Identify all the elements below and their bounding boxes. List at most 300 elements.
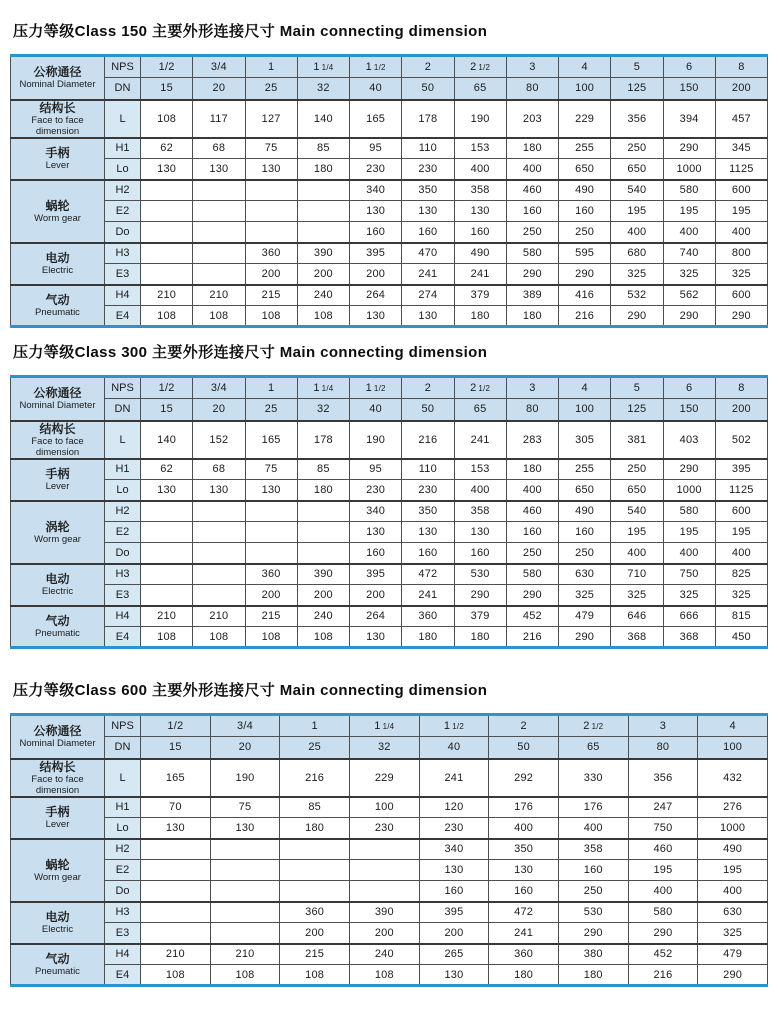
dim-value-cell: 400 [489, 818, 559, 839]
table-row [11, 264, 768, 285]
dim-value-cell: 241 [402, 585, 454, 606]
group-label-zh: 手柄 [45, 146, 70, 160]
dim-value-cell: 368 [663, 627, 715, 648]
dn-value-cell: 20 [193, 78, 245, 100]
dn-value-cell: 65 [454, 78, 506, 100]
dim-value-cell: 178 [402, 100, 454, 138]
dim-value-cell: 140 [297, 100, 349, 138]
row-group-label [11, 501, 105, 564]
dim-value-cell: 130 [419, 965, 489, 986]
nps-key-cell: NPS [105, 715, 141, 737]
row-key-cell: H4 [105, 285, 141, 306]
dn-value-cell: 200 [715, 78, 767, 100]
dim-value-cell: 290 [558, 923, 628, 944]
dim-value-cell: 195 [698, 860, 768, 881]
nominal-diameter-label-zh: 公称通径 [33, 65, 82, 80]
table-row [11, 501, 768, 522]
dim-value-cell: 160 [350, 543, 402, 564]
row-key-cell: L [105, 421, 141, 459]
nominal-diameter-label [11, 377, 105, 421]
dim-value-cell: 360 [489, 944, 559, 965]
dim-value-cell: 400 [454, 480, 506, 501]
dim-value-cell: 130 [489, 860, 559, 881]
group-label-en: Electric [41, 586, 74, 597]
dim-value-cell: 350 [402, 501, 454, 522]
dim-value-cell: 130 [245, 159, 297, 180]
dim-value-cell: 580 [663, 501, 715, 522]
table-row [11, 881, 768, 902]
dim-value-cell [245, 501, 297, 522]
row-key-cell: Lo [105, 159, 141, 180]
table-row [11, 944, 768, 965]
table-row [11, 100, 768, 138]
nominal-diameter-label-en: Nominal Diameter [19, 79, 96, 91]
dn-value-cell: 40 [419, 737, 489, 759]
dim-value-cell: 390 [297, 564, 349, 585]
dn-key-cell: DN [105, 737, 141, 759]
dim-value-cell [297, 180, 349, 201]
dim-value-cell: 325 [663, 585, 715, 606]
dn-value-cell: 80 [506, 399, 558, 421]
row-key-cell: L [105, 100, 141, 138]
dim-value-cell: 160 [559, 522, 611, 543]
dim-value-cell: 190 [454, 100, 506, 138]
dim-value-cell [141, 881, 211, 902]
dn-value-cell: 100 [559, 399, 611, 421]
dim-value-cell: 1000 [698, 818, 768, 839]
dim-value-cell: 630 [698, 902, 768, 923]
row-group-label [11, 606, 105, 648]
nps-value-cell: 6 [663, 377, 715, 399]
row-group-label [11, 180, 105, 243]
dn-value-cell: 15 [141, 78, 193, 100]
nps-value-cell: 1 1/2 [419, 715, 489, 737]
dim-value-cell: 95 [350, 138, 402, 159]
table-row [11, 159, 768, 180]
dim-value-cell: 180 [454, 627, 506, 648]
group-label-zh: 结构长 [39, 759, 76, 774]
dim-value-cell: 180 [506, 459, 558, 480]
dim-value-cell: 292 [489, 759, 559, 797]
dim-value-cell: 180 [489, 965, 559, 986]
group-label-zh: 蜗轮 [45, 857, 70, 872]
row-key-cell: H1 [105, 797, 141, 818]
dim-value-cell: 176 [558, 797, 628, 818]
dim-value-cell: 200 [350, 264, 402, 285]
dim-value-cell: 75 [245, 459, 297, 480]
dim-value-cell [193, 201, 245, 222]
row-group-label [11, 459, 105, 501]
dim-value-cell: 325 [698, 923, 768, 944]
dim-value-cell: 472 [402, 564, 454, 585]
dim-value-cell: 130 [193, 480, 245, 501]
dim-value-cell: 180 [297, 480, 349, 501]
row-group-label [11, 797, 105, 839]
nps-value-cell: 1/2 [141, 377, 193, 399]
dim-value-cell: 450 [715, 627, 767, 648]
dim-value-cell: 210 [141, 944, 211, 965]
dim-value-cell: 130 [245, 480, 297, 501]
dim-value-cell [297, 222, 349, 243]
dim-value-cell: 130 [141, 159, 193, 180]
row-group-label [11, 138, 105, 180]
dim-value-cell: 400 [454, 159, 506, 180]
dim-value-cell: 255 [559, 138, 611, 159]
group-label-en: Pneumatic [35, 965, 80, 977]
dim-value-cell: 108 [141, 306, 193, 327]
table-row [11, 306, 768, 327]
dim-value-cell: 250 [506, 222, 558, 243]
nps-value-cell: 1 1/4 [297, 377, 349, 399]
pressure-class-section [10, 341, 768, 649]
dim-value-cell: 305 [559, 421, 611, 459]
dim-value-cell: 532 [611, 285, 663, 306]
dim-value-cell: 216 [506, 627, 558, 648]
nps-fraction: 1/4 [382, 722, 395, 731]
dim-value-cell: 274 [402, 285, 454, 306]
row-key-cell: H4 [105, 606, 141, 627]
nps-key-cell: NPS [105, 56, 141, 78]
row-group-label [11, 421, 105, 459]
dim-value-cell [193, 522, 245, 543]
nps-value-cell: 1/2 [141, 56, 193, 78]
dim-value-cell: 230 [402, 159, 454, 180]
dim-value-cell: 250 [611, 459, 663, 480]
dn-value-cell: 65 [558, 737, 628, 759]
dim-value-cell: 479 [559, 606, 611, 627]
dim-value-cell: 247 [628, 797, 698, 818]
table-row [11, 860, 768, 881]
nps-key-cell: NPS [105, 377, 141, 399]
dim-value-cell: 108 [141, 100, 193, 138]
dim-value-cell: 195 [628, 860, 698, 881]
dim-value-cell: 229 [349, 759, 419, 797]
pressure-class-section [10, 679, 768, 987]
dim-value-cell: 646 [611, 606, 663, 627]
dim-value-cell [280, 881, 350, 902]
group-label-zh: 电动 [45, 251, 70, 265]
dn-value-cell: 20 [193, 399, 245, 421]
nps-value-cell: 3 [506, 377, 558, 399]
dim-value-cell [193, 501, 245, 522]
dim-value-cell: 350 [489, 839, 559, 860]
dim-value-cell: 460 [628, 839, 698, 860]
nps-value-cell: 4 [698, 715, 768, 737]
dim-value-cell: 325 [715, 585, 767, 606]
dn-value-cell: 40 [350, 78, 402, 100]
nominal-diameter-label-en: Nominal Diameter [19, 400, 96, 412]
group-label-en: Face to face dimension [31, 435, 84, 458]
dim-value-cell: 290 [454, 585, 506, 606]
header-row-nps [11, 715, 768, 737]
dim-value-cell [210, 881, 280, 902]
dim-value-cell [349, 881, 419, 902]
dim-value-cell: 200 [349, 923, 419, 944]
dim-value-cell [245, 222, 297, 243]
dn-value-cell: 150 [663, 78, 715, 100]
nps-value-cell: 4 [559, 377, 611, 399]
group-label-zh: 蜗轮 [45, 198, 70, 213]
group-label-en: Face to face dimension [31, 773, 84, 796]
dim-value-cell: 457 [715, 100, 767, 138]
dim-value-cell: 290 [698, 965, 768, 986]
dim-value-cell: 360 [280, 902, 350, 923]
row-key-cell: H1 [105, 138, 141, 159]
dim-value-cell: 360 [245, 564, 297, 585]
dn-value-cell: 50 [402, 399, 454, 421]
dim-value-cell: 432 [698, 759, 768, 797]
dn-value-cell: 50 [489, 737, 559, 759]
dim-value-cell [210, 839, 280, 860]
dim-value-cell: 178 [297, 421, 349, 459]
dim-value-cell: 68 [193, 459, 245, 480]
header-row-nps [11, 56, 768, 78]
dim-value-cell: 160 [506, 201, 558, 222]
dim-value-cell: 108 [193, 306, 245, 327]
dim-value-cell: 130 [402, 306, 454, 327]
nps-value-cell: 6 [663, 56, 715, 78]
dim-value-cell: 379 [454, 606, 506, 627]
dn-value-cell: 100 [698, 737, 768, 759]
group-label-zh: 手柄 [45, 805, 70, 819]
dim-value-cell [245, 543, 297, 564]
dim-value-cell: 650 [559, 480, 611, 501]
row-group-label [11, 902, 105, 944]
dim-value-cell: 210 [141, 606, 193, 627]
dim-value-cell: 1000 [663, 480, 715, 501]
table-row [11, 421, 768, 459]
dim-value-cell: 110 [402, 138, 454, 159]
table-row [11, 627, 768, 648]
group-label-zh: 气动 [45, 613, 70, 628]
dim-value-cell: 400 [611, 222, 663, 243]
dim-value-cell: 75 [210, 797, 280, 818]
table-row [11, 585, 768, 606]
dim-value-cell: 400 [663, 222, 715, 243]
dim-value-cell: 160 [402, 222, 454, 243]
dim-value-cell [280, 860, 350, 881]
nps-value-cell: 8 [715, 377, 767, 399]
row-key-cell: H2 [105, 839, 141, 860]
group-label-zh: 结构长 [39, 100, 76, 115]
dim-value-cell: 290 [506, 585, 558, 606]
dim-value-cell: 283 [506, 421, 558, 459]
dim-value-cell: 381 [611, 421, 663, 459]
dim-value-cell [245, 180, 297, 201]
dim-value-cell: 600 [715, 285, 767, 306]
dim-value-cell: 265 [419, 944, 489, 965]
dim-value-cell [193, 264, 245, 285]
dim-value-cell: 85 [297, 138, 349, 159]
row-key-cell: E3 [105, 264, 141, 285]
dn-value-cell: 32 [297, 78, 349, 100]
dim-value-cell: 216 [280, 759, 350, 797]
dim-value-cell: 195 [715, 201, 767, 222]
row-key-cell: H4 [105, 944, 141, 965]
group-label-en: Face to face dimension [31, 114, 84, 137]
dim-value-cell: 580 [628, 902, 698, 923]
dim-value-cell: 200 [245, 264, 297, 285]
dim-value-cell [141, 923, 211, 944]
dim-value-cell: 215 [245, 285, 297, 306]
dim-value-cell: 290 [663, 138, 715, 159]
dim-value-cell: 130 [141, 480, 193, 501]
group-label-zh: 结构长 [39, 421, 76, 436]
dim-value-cell: 190 [210, 759, 280, 797]
dim-value-cell: 452 [628, 944, 698, 965]
dim-value-cell: 502 [715, 421, 767, 459]
dim-value-cell: 356 [611, 100, 663, 138]
dimension-table [10, 375, 768, 649]
dim-value-cell: 340 [419, 839, 489, 860]
dim-value-cell: 325 [715, 264, 767, 285]
dim-value-cell: 215 [280, 944, 350, 965]
nps-value-cell: 1 [245, 56, 297, 78]
dim-value-cell: 210 [141, 285, 193, 306]
section-title: 压力等级Class 150 主要外形连接尺寸 Main connecting dimension [13, 23, 488, 40]
row-key-cell: H3 [105, 564, 141, 585]
row-key-cell: Lo [105, 818, 141, 839]
nps-value-cell: 2 1/2 [558, 715, 628, 737]
dim-value-cell: 350 [402, 180, 454, 201]
row-group-label [11, 243, 105, 285]
dim-value-cell: 130 [350, 201, 402, 222]
dim-value-cell: 160 [489, 881, 559, 902]
dn-value-cell: 65 [454, 399, 506, 421]
table-row [11, 797, 768, 818]
dim-value-cell: 195 [715, 522, 767, 543]
dim-value-cell: 165 [141, 759, 211, 797]
dim-value-cell: 580 [506, 243, 558, 264]
dim-value-cell: 452 [506, 606, 558, 627]
dim-value-cell: 110 [402, 459, 454, 480]
dim-value-cell: 360 [245, 243, 297, 264]
dim-value-cell: 400 [715, 543, 767, 564]
row-group-label [11, 839, 105, 902]
nominal-diameter-label-zh: 公称通径 [33, 386, 82, 401]
dim-value-cell: 250 [558, 881, 628, 902]
dim-value-cell: 680 [611, 243, 663, 264]
row-group-label [11, 944, 105, 986]
dn-value-cell: 25 [280, 737, 350, 759]
dim-value-cell: 390 [297, 243, 349, 264]
nps-value-cell: 5 [611, 56, 663, 78]
table-row [11, 839, 768, 860]
dim-value-cell [210, 860, 280, 881]
dim-value-cell: 241 [454, 264, 506, 285]
group-label-en: Lever [45, 819, 70, 830]
dimension-table [10, 54, 768, 328]
dim-value-cell [141, 264, 193, 285]
table-row [11, 180, 768, 201]
nps-value-cell: 2 [402, 377, 454, 399]
dim-value-cell: 325 [663, 264, 715, 285]
nps-value-cell: 5 [611, 377, 663, 399]
dim-value-cell [349, 839, 419, 860]
dim-value-cell: 165 [245, 421, 297, 459]
group-label-zh: 电动 [45, 572, 70, 586]
table-row [11, 285, 768, 306]
dim-value-cell: 70 [141, 797, 211, 818]
dim-value-cell [193, 585, 245, 606]
dim-value-cell: 290 [559, 264, 611, 285]
dim-value-cell: 95 [350, 459, 402, 480]
dn-value-cell: 32 [297, 399, 349, 421]
dim-value-cell: 815 [715, 606, 767, 627]
dim-value-cell: 650 [559, 159, 611, 180]
dim-value-cell: 490 [454, 243, 506, 264]
dim-value-cell [297, 501, 349, 522]
table-row [11, 606, 768, 627]
dim-value-cell [141, 585, 193, 606]
dim-value-cell: 120 [419, 797, 489, 818]
nps-value-cell: 2 1/2 [454, 56, 506, 78]
dim-value-cell: 562 [663, 285, 715, 306]
dim-value-cell: 200 [419, 923, 489, 944]
dim-value-cell [141, 201, 193, 222]
group-label-en: Worm gear [34, 533, 81, 545]
nps-value-cell: 2 [489, 715, 559, 737]
dim-value-cell: 479 [698, 944, 768, 965]
nps-value-cell: 3/4 [210, 715, 280, 737]
row-group-label [11, 285, 105, 327]
dim-value-cell [297, 543, 349, 564]
table-row [11, 522, 768, 543]
table-row [11, 818, 768, 839]
section-title: 压力等级Class 600 主要外形连接尺寸 Main connecting dimension [13, 682, 488, 699]
table-row [11, 902, 768, 923]
dim-value-cell: 400 [506, 159, 558, 180]
row-key-cell: E4 [105, 627, 141, 648]
dim-value-cell: 100 [349, 797, 419, 818]
dim-value-cell: 117 [193, 100, 245, 138]
dim-value-cell [141, 860, 211, 881]
dim-value-cell [141, 243, 193, 264]
nps-value-cell: 1/2 [141, 715, 211, 737]
dim-value-cell: 241 [489, 923, 559, 944]
dim-value-cell: 140 [141, 421, 193, 459]
dim-value-cell: 600 [715, 180, 767, 201]
table-row [11, 243, 768, 264]
dim-value-cell: 190 [350, 421, 402, 459]
dim-value-cell: 472 [489, 902, 559, 923]
row-key-cell: L [105, 759, 141, 797]
dim-value-cell: 160 [558, 860, 628, 881]
dn-value-cell: 25 [245, 78, 297, 100]
row-key-cell: E4 [105, 965, 141, 986]
dim-value-cell: 130 [402, 522, 454, 543]
dim-value-cell [245, 522, 297, 543]
dim-value-cell [193, 543, 245, 564]
group-label-en: Lever [45, 481, 70, 492]
group-label-en: Pneumatic [35, 306, 80, 318]
dim-value-cell [297, 522, 349, 543]
nominal-diameter-label [11, 715, 105, 759]
dim-value-cell: 176 [489, 797, 559, 818]
dim-value-cell: 490 [559, 180, 611, 201]
dim-value-cell: 800 [715, 243, 767, 264]
dim-value-cell: 200 [297, 264, 349, 285]
nps-value-cell: 2 1/2 [454, 377, 506, 399]
nps-fraction: 1/2 [373, 384, 386, 393]
nps-value-cell: 4 [559, 56, 611, 78]
dim-value-cell: 216 [402, 421, 454, 459]
dim-value-cell: 160 [402, 543, 454, 564]
table-row [11, 138, 768, 159]
dim-value-cell: 62 [141, 138, 193, 159]
group-label-en: Electric [41, 924, 74, 935]
dim-value-cell: 85 [297, 459, 349, 480]
